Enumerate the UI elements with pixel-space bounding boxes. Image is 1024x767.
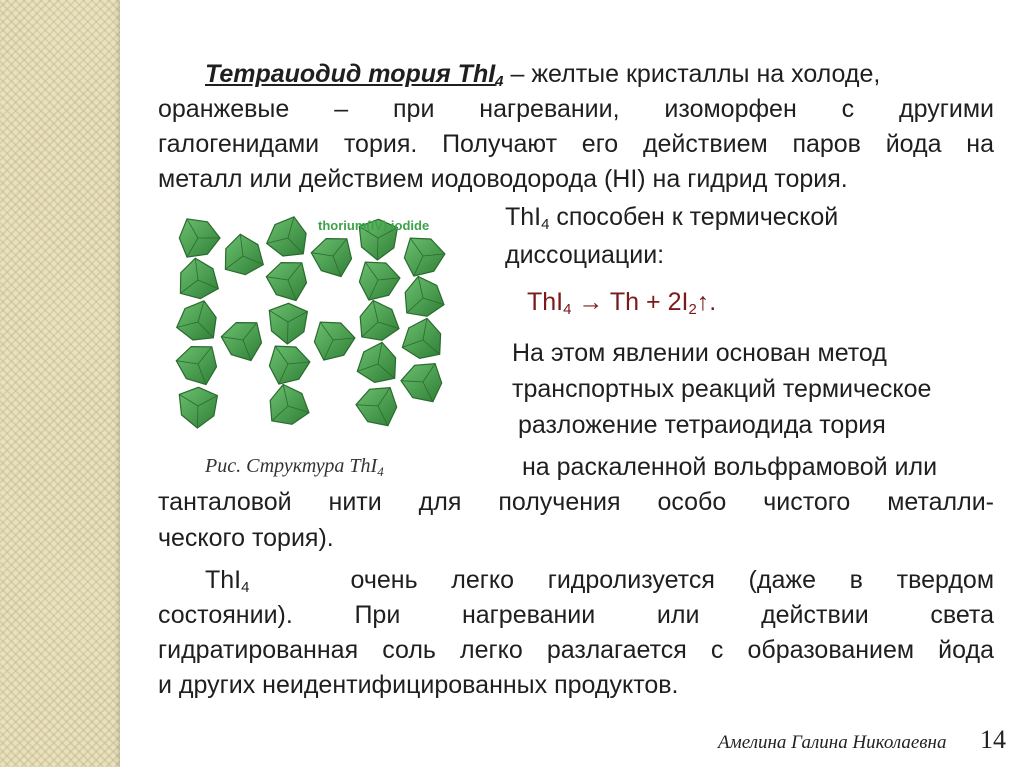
method-line-3: разложение тетраиодида тория: [518, 411, 886, 439]
method-line-4: на раскаленной вольфрамовой или: [522, 453, 938, 481]
page-number: 14: [980, 725, 1006, 754]
paragraph-1-line-3: галогенидами тория. Получают его действием паров йода на: [158, 130, 994, 158]
crystal-structure-figure: [168, 210, 458, 440]
figure-label: thorium(IV) iodide: [318, 218, 430, 233]
paragraph-3-line-4: и других неидентифицированных продуктов.: [158, 671, 679, 699]
polyhedron: [176, 347, 216, 385]
polyhedron: [402, 318, 440, 358]
author-name: Амелина Галина Николаевна: [718, 732, 947, 753]
polyhedron: [270, 385, 309, 425]
equation: $ThI_4 \to Th + 2I_2↑$.: [527, 288, 717, 318]
polyhedron: [401, 364, 442, 402]
paragraph-1-line-1: Тетраиодид тория ThI$_4$ – желтые кристаллы на холоде,: [205, 60, 881, 90]
figure-caption: Рис. Структура ThI$_4$: [205, 455, 384, 479]
method-line-6: ческого тория).: [158, 524, 334, 552]
paragraph-3-line-3: гидратированная соль легко разлагается с образованием йода: [158, 636, 994, 664]
dissociation-line-2: диссоциации:: [505, 241, 665, 269]
method-line-5: танталовой нити для получения особо чистого металли-: [158, 488, 994, 516]
paragraph-1-line-2: оранжевые – при нагревании, изоморфен с другими: [158, 95, 994, 123]
polyhedron: [404, 238, 445, 276]
polyhedron: [314, 322, 355, 360]
dissociation-line-1: ThI$_4$ способен к термической: [505, 203, 839, 233]
polyhedron: [311, 239, 351, 277]
polyhedron: [269, 346, 310, 384]
polyhedron: [360, 301, 399, 341]
polyhedron: [221, 323, 261, 361]
polyhedron: [266, 263, 306, 301]
polyhedron: [359, 262, 400, 300]
method-line-1: На этом явлении основан метод: [512, 339, 887, 367]
paragraph-1-line-4: металл или действием иодоводорода (HI) на гидрид тория.: [158, 165, 848, 193]
polyhedron: [356, 388, 397, 426]
paragraph-3-line-1: ThI$_4$ очень легко гидролизуется (даже в твердом: [205, 566, 995, 596]
polyhedron: [225, 234, 263, 274]
crystal-structure-image: [168, 210, 458, 440]
polyhedron: [405, 277, 444, 317]
polyhedron: [180, 258, 218, 298]
method-line-2: транспортных реакций термическое: [512, 375, 932, 403]
title-thi4: Тетраиодид тория ThI$_4$: [205, 60, 504, 90]
paragraph-3-line-2: состоянии). При нагревании или действии света: [158, 601, 994, 629]
polyhedron: [357, 342, 395, 382]
